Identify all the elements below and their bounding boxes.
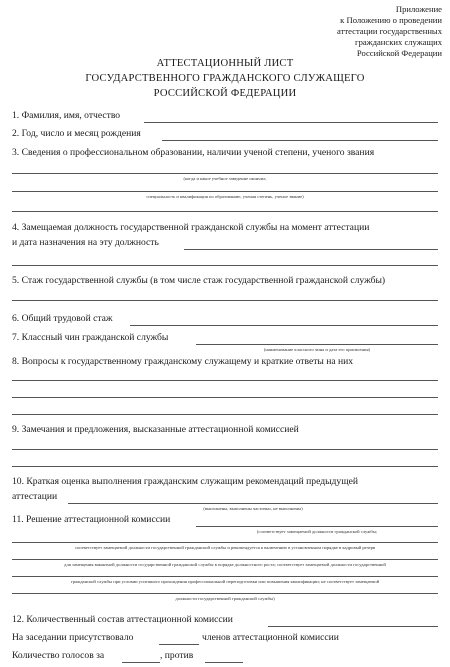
decision-hint-5: должности государственной гражданской службы) [175, 596, 275, 601]
attendance-label: На заседании присутствовало [12, 632, 134, 643]
title-line: АТТЕСТАЦИОННЫЙ ЛИСТ [156, 58, 294, 69]
attendance-label-cont: членов аттестационной комиссии [202, 632, 339, 643]
item-12-label: 12. Количественный состав аттестационной комиссии [12, 614, 233, 625]
commission-size-field[interactable] [268, 626, 438, 627]
votes-for-field[interactable] [122, 662, 160, 663]
education-field-2[interactable] [12, 191, 438, 192]
appendix-line: гражданских служащих [355, 37, 442, 47]
education-field-1[interactable] [12, 173, 438, 174]
votes-against-field[interactable] [205, 662, 243, 663]
questions-field-2[interactable] [12, 397, 438, 398]
attendance-count-field[interactable] [159, 644, 199, 645]
item-10-label: 10. Краткая оценка выполнения гражданским служащим рекомендаций предыдущей [12, 476, 359, 487]
remarks-field-2[interactable] [12, 466, 438, 467]
item-8-label: 8. Вопросы к государственному гражданскому служащему и краткие ответы на них [12, 356, 354, 367]
item-3-label: 3. Сведения о профессиональном образовании, наличии ученой степени, ученого звания [12, 147, 375, 158]
education-field-3[interactable] [12, 211, 438, 212]
questions-field-1[interactable] [12, 380, 438, 381]
appendix-line: Российской Федерации [356, 48, 442, 58]
decision-hint-3: для замещения вакантной должности государственной гражданской службы в порядке должностного роста; соответствует замещаемой должности государственной [64, 562, 386, 567]
decision-hint-2: соответствует замещаемой должности государственной гражданской службы и рекомендуется к включению в установленном порядке в кадровый резерв [74, 545, 376, 550]
item-5-label: 5. Стаж государственной службы (в том числе стаж государственной гражданской службы) [12, 275, 386, 286]
title-line: РОССИЙСКОЙ ФЕДЕРАЦИИ [153, 88, 297, 99]
appendix-note [292, 4, 442, 59]
decision-hint-4: гражданской службы при условии успешного прохождения профессиональной переподготовки или повышения квалификации; не соответствует замещаемой [70, 579, 380, 584]
item-1-label: 1. Фамилия, имя, отчество [12, 110, 121, 121]
remarks-field-1[interactable] [12, 449, 438, 450]
votes-against-label: , против [160, 650, 194, 661]
decision-field-4[interactable] [12, 576, 438, 577]
decision-field-2[interactable] [12, 542, 438, 543]
decision-field-1[interactable] [196, 526, 438, 527]
service-length-field[interactable] [12, 300, 438, 301]
item-6-label: 6. Общий трудовой стаж [12, 313, 113, 324]
position-field-1[interactable] [184, 249, 438, 250]
recommendations-field[interactable] [68, 503, 438, 504]
full-name-field[interactable] [144, 122, 438, 123]
education-hint-2: специальность и квалификация по образованию, ученая степень, ученое звание) [146, 194, 304, 199]
recommendations-hint: (выполнены, выполнены частично, не выполнены) [203, 506, 303, 511]
position-field-2[interactable] [12, 265, 438, 266]
item-2-label: 2. Год, число и месяц рождения [12, 128, 141, 139]
decision-hint-1: (соответствует замещаемой должности гражданской службы; [256, 529, 378, 534]
work-experience-field[interactable] [130, 325, 438, 326]
item-10-label-cont: аттестации [12, 491, 58, 502]
item-4-label-cont: и дата назначения на эту должность [12, 237, 159, 248]
appendix-line: к Положению о проведении [340, 15, 442, 25]
votes-label: Количество голосов за [12, 650, 105, 661]
questions-field-3[interactable] [12, 414, 438, 415]
item-9-label: 9. Замечания и предложения, высказанные аттестационной комиссией [12, 424, 299, 435]
document-title [0, 56, 450, 101]
title-line: ГОСУДАРСТВЕННОГО ГРАЖДАНСКОГО СЛУЖАЩЕГО [85, 73, 365, 84]
item-7-label: 7. Классный чин гражданской службы [12, 332, 169, 343]
decision-field-5[interactable] [12, 593, 438, 594]
education-hint-1: (когда и какое учебное заведение окончил, [183, 176, 267, 181]
appendix-line: аттестации государственных [337, 26, 442, 36]
birth-date-field[interactable] [162, 140, 438, 141]
appendix-line: Приложение [395, 4, 442, 14]
item-11-label: 11. Решение аттестационной комиссии [12, 514, 171, 525]
class-rank-hint: (наименование классного чина и дата его присвоения) [263, 347, 371, 352]
class-rank-field[interactable] [196, 344, 438, 345]
item-4-label: 4. Замещаемая должность государственной гражданской службы на момент аттестации [12, 222, 370, 233]
decision-field-3[interactable] [12, 559, 438, 560]
